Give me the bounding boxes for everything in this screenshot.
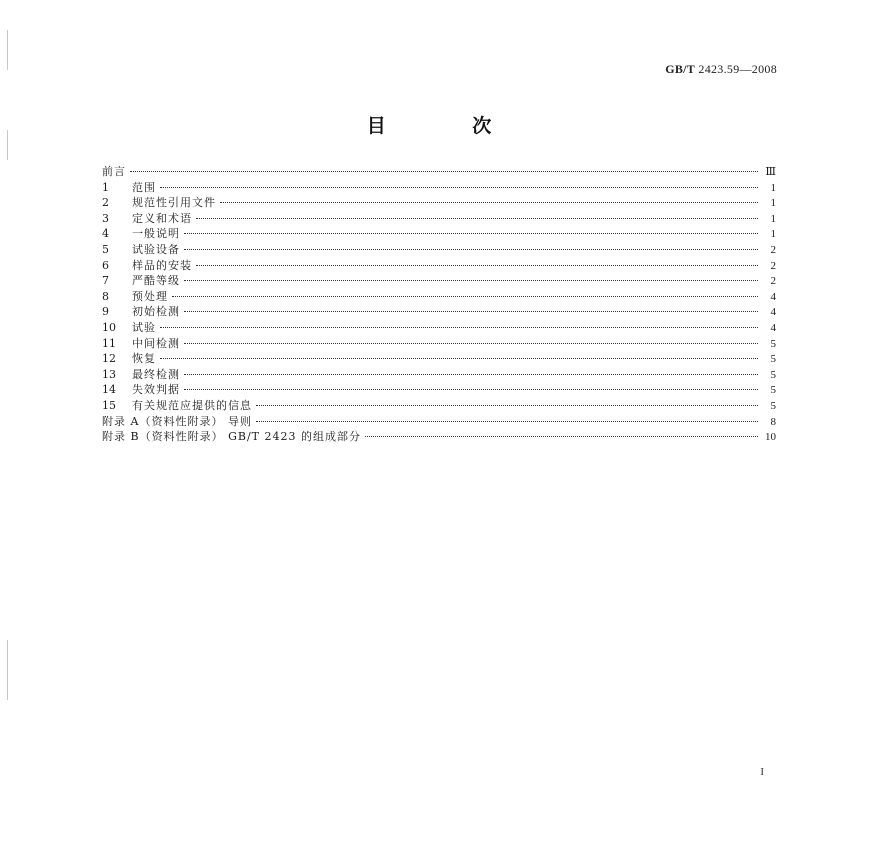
footer-page-number: I xyxy=(760,766,764,778)
toc-entry-page: 1 xyxy=(770,212,776,225)
toc-entry-number: 15 xyxy=(102,398,116,412)
toc-entry[interactable] xyxy=(102,336,776,352)
toc-entry[interactable] xyxy=(102,398,776,414)
toc-entry-page: Ⅲ xyxy=(765,166,776,178)
toc-entry-title: 附录 B（资料性附录） GB/T 2423 的组成部分 xyxy=(102,430,361,444)
toc-entry-number: 9 xyxy=(102,305,109,319)
toc-entry[interactable] xyxy=(102,414,776,430)
toc-entry-number: 12 xyxy=(102,352,116,366)
toc-entry-number: 2 xyxy=(102,196,109,210)
standard-number xyxy=(665,62,777,77)
toc-entry-page: 1 xyxy=(770,228,776,241)
toc-entry-page: 5 xyxy=(770,337,776,350)
toc-entry-number: 13 xyxy=(102,367,116,381)
toc-entry[interactable] xyxy=(102,273,776,289)
toc-entry[interactable] xyxy=(102,242,776,258)
toc-dot-leader xyxy=(160,357,758,359)
toc-entry-number: 5 xyxy=(102,242,109,256)
table-of-contents xyxy=(102,164,776,445)
toc-entry-number: 11 xyxy=(102,336,116,350)
standard-code: GB/T xyxy=(665,62,696,76)
toc-dot-leader xyxy=(256,404,758,406)
toc-entry-number: 1 xyxy=(102,180,109,194)
toc-entry-page: 2 xyxy=(770,259,776,272)
toc-entry-page: 4 xyxy=(770,321,776,334)
page-title: 目 次 xyxy=(366,115,532,137)
toc-entry[interactable] xyxy=(102,211,776,227)
toc-entry-title: 前言 xyxy=(102,165,126,178)
toc-entry-page: 1 xyxy=(770,181,776,194)
toc-entry-title: 初始检测 xyxy=(132,305,180,319)
toc-entry-title: 试验 xyxy=(132,320,156,334)
toc-entry-page: 4 xyxy=(770,306,776,319)
toc-entry-number: 6 xyxy=(102,258,109,272)
toc-dot-leader xyxy=(220,201,758,203)
toc-entry[interactable] xyxy=(102,180,776,196)
toc-entry-title: 中间检测 xyxy=(132,336,180,350)
toc-entry-page: 4 xyxy=(770,290,776,303)
toc-entry-title: 一般说明 xyxy=(132,227,180,241)
toc-entry-title: 有关规范应提供的信息 xyxy=(132,398,252,412)
toc-entry-title: 规范性引用文件 xyxy=(132,196,216,210)
standard-number-value: 2423.59—2008 xyxy=(698,62,777,76)
toc-dot-leader xyxy=(130,170,758,172)
toc-entry-title: 定义和术语 xyxy=(132,211,192,225)
toc-dot-leader xyxy=(365,435,758,437)
toc-entry-title: 预处理 xyxy=(132,289,168,303)
toc-entry[interactable] xyxy=(102,226,776,242)
toc-dot-leader xyxy=(184,373,758,375)
toc-dot-leader xyxy=(160,186,758,188)
toc-entry-page: 5 xyxy=(770,368,776,381)
toc-dot-leader xyxy=(256,420,758,422)
toc-entry[interactable] xyxy=(102,289,776,305)
toc-entry[interactable] xyxy=(102,367,776,383)
toc-entry-page: 1 xyxy=(770,197,776,210)
scan-edge-mark xyxy=(7,640,8,700)
toc-entry-title: 试验设备 xyxy=(132,242,180,256)
toc-entry-number: 7 xyxy=(102,274,109,288)
toc-entry[interactable] xyxy=(102,195,776,211)
toc-entry-page: 5 xyxy=(770,353,776,366)
toc-entry[interactable] xyxy=(102,258,776,274)
toc-entry-title: 失效判据 xyxy=(132,383,180,397)
toc-entry-page: 8 xyxy=(770,415,776,428)
toc-dot-leader xyxy=(184,310,758,312)
toc-entry-title: 严酷等级 xyxy=(132,274,180,288)
toc-entry-page: 2 xyxy=(770,275,776,288)
toc-entry-number: 3 xyxy=(102,211,109,225)
toc-entry-title: 样品的安装 xyxy=(132,258,192,272)
toc-entry[interactable] xyxy=(102,429,776,445)
toc-dot-leader xyxy=(172,295,758,297)
toc-entry[interactable] xyxy=(102,382,776,398)
toc-dot-leader xyxy=(160,326,758,328)
toc-dot-leader xyxy=(184,388,758,390)
toc-entry[interactable] xyxy=(102,304,776,320)
toc-dot-leader xyxy=(184,342,758,344)
toc-dot-leader xyxy=(184,232,758,234)
toc-entry-title: 最终检测 xyxy=(132,367,180,381)
toc-entry[interactable] xyxy=(102,351,776,367)
toc-entry-page: 2 xyxy=(770,243,776,256)
toc-dot-leader xyxy=(196,217,758,219)
toc-entry-title: 附录 A（资料性附录） 导则 xyxy=(102,414,252,428)
toc-entry-title: 恢复 xyxy=(132,352,156,366)
toc-entry-title: 范围 xyxy=(132,180,156,194)
toc-entry-page: 10 xyxy=(765,431,776,444)
toc-entry-number: 8 xyxy=(102,289,109,303)
toc-entry[interactable] xyxy=(102,164,776,180)
toc-entry-number: 10 xyxy=(102,320,116,334)
toc-entry-number: 4 xyxy=(102,227,109,241)
toc-dot-leader xyxy=(196,264,758,266)
toc-dot-leader xyxy=(184,248,758,250)
toc-entry[interactable] xyxy=(102,320,776,336)
toc-entry-page: 5 xyxy=(770,399,776,412)
toc-dot-leader xyxy=(184,279,758,281)
toc-entry-page: 5 xyxy=(770,384,776,397)
scan-edge-mark xyxy=(7,30,8,70)
toc-entry-number: 14 xyxy=(102,383,116,397)
